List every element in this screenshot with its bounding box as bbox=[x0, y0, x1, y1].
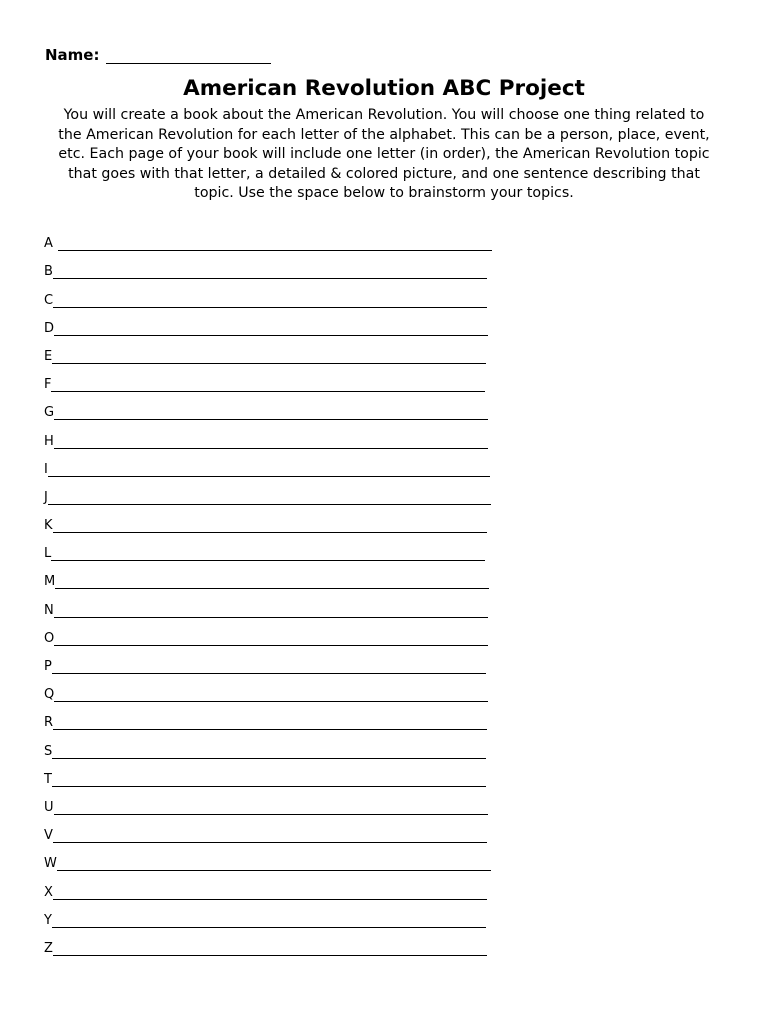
letter-label: Z bbox=[44, 940, 53, 956]
letter-row-q bbox=[44, 674, 504, 702]
letter-label: Q bbox=[44, 687, 55, 703]
letter-label: V bbox=[44, 828, 53, 844]
letter-row-j bbox=[44, 477, 504, 505]
letter-label: K bbox=[44, 518, 53, 534]
letter-answer-line[interactable] bbox=[53, 295, 487, 308]
letter-answer-line[interactable] bbox=[52, 774, 486, 787]
letter-row-b bbox=[44, 251, 504, 279]
letter-answer-line[interactable] bbox=[54, 802, 488, 815]
letter-label: R bbox=[44, 715, 54, 731]
letter-row-z bbox=[44, 928, 504, 956]
letter-row-x bbox=[44, 871, 504, 899]
letter-answer-line[interactable] bbox=[58, 238, 492, 251]
letter-row-u bbox=[44, 787, 504, 815]
letter-row-t bbox=[44, 759, 504, 787]
letter-answer-line[interactable] bbox=[55, 576, 489, 589]
letter-answer-line[interactable] bbox=[52, 915, 486, 928]
letter-label: B bbox=[44, 264, 53, 280]
name-field-row bbox=[45, 46, 271, 64]
letter-row-g bbox=[44, 392, 504, 420]
letter-answer-line[interactable] bbox=[51, 548, 485, 561]
letter-row-v bbox=[44, 815, 504, 843]
letter-row-d bbox=[44, 308, 504, 336]
letter-answer-line[interactable] bbox=[52, 351, 486, 364]
letter-answer-line[interactable] bbox=[54, 323, 488, 336]
brainstorm-letter-list bbox=[44, 223, 504, 956]
letter-answer-line[interactable] bbox=[54, 605, 488, 618]
letter-row-f bbox=[44, 364, 504, 392]
page-title: American Revolution ABC Project bbox=[183, 76, 585, 101]
letter-answer-line[interactable] bbox=[53, 887, 487, 900]
letter-answer-line[interactable] bbox=[48, 492, 491, 505]
letter-answer-line[interactable] bbox=[54, 633, 488, 646]
letter-label: S bbox=[44, 743, 53, 759]
letter-answer-line[interactable] bbox=[54, 407, 488, 420]
letter-label: G bbox=[44, 405, 55, 421]
letter-answer-line[interactable] bbox=[52, 746, 486, 759]
letter-row-p bbox=[44, 646, 504, 674]
letter-row-r bbox=[44, 702, 504, 730]
letter-row-n bbox=[44, 589, 504, 617]
letter-row-k bbox=[44, 505, 504, 533]
letter-label: Y bbox=[44, 912, 52, 928]
letter-row-o bbox=[44, 618, 504, 646]
letter-answer-line[interactable] bbox=[52, 661, 486, 674]
letter-row-c bbox=[44, 279, 504, 307]
letter-label: H bbox=[44, 433, 54, 449]
letter-row-l bbox=[44, 533, 504, 561]
letter-label: T bbox=[44, 771, 52, 787]
letter-label: P bbox=[44, 659, 52, 674]
letter-label: X bbox=[44, 884, 53, 900]
letter-label: E bbox=[44, 348, 53, 364]
instructions-paragraph: You will create a book about the American Revolution. You will choose one thing related to the American Revolution for each letter of the alphabet. This can be a person, place, event, etc. Each page of your book will include one letter (in order), the American Revolution topic that goes with that letter, a detailed & colored picture, and one sentence describing that topic. Use the space below to brainstorm your topics. bbox=[58, 107, 710, 202]
letter-answer-line[interactable] bbox=[57, 858, 491, 871]
letter-label: U bbox=[44, 799, 54, 815]
letter-answer-line[interactable] bbox=[53, 830, 487, 843]
letter-label: M bbox=[44, 574, 56, 590]
letter-row-e bbox=[44, 336, 504, 364]
letter-row-m bbox=[44, 561, 504, 589]
letter-label: L bbox=[44, 546, 52, 562]
letter-label: F bbox=[44, 377, 52, 393]
letter-row-s bbox=[44, 730, 504, 758]
letter-answer-line[interactable] bbox=[53, 266, 487, 279]
letter-label: W bbox=[44, 856, 57, 872]
letter-answer-line[interactable] bbox=[54, 436, 488, 449]
letter-label: A bbox=[44, 236, 53, 252]
letter-answer-line[interactable] bbox=[53, 520, 487, 533]
letter-row-i bbox=[44, 449, 504, 477]
name-blank-line[interactable] bbox=[106, 49, 271, 64]
letter-label: J bbox=[44, 489, 48, 505]
letter-answer-line[interactable] bbox=[48, 464, 490, 477]
letter-row-w bbox=[44, 843, 504, 871]
letter-label: D bbox=[44, 320, 55, 336]
letter-row-y bbox=[44, 900, 504, 928]
letter-label: I bbox=[44, 461, 48, 477]
letter-answer-line[interactable] bbox=[51, 379, 485, 392]
letter-label: N bbox=[44, 602, 54, 618]
letter-answer-line[interactable] bbox=[54, 689, 488, 702]
letter-row-h bbox=[44, 420, 504, 448]
letter-label: O bbox=[44, 630, 55, 646]
letter-answer-line[interactable] bbox=[53, 943, 487, 956]
name-label: Name: bbox=[45, 46, 100, 64]
letter-row-a bbox=[44, 223, 504, 251]
letter-label: C bbox=[44, 292, 54, 308]
letter-answer-line[interactable] bbox=[53, 717, 487, 730]
